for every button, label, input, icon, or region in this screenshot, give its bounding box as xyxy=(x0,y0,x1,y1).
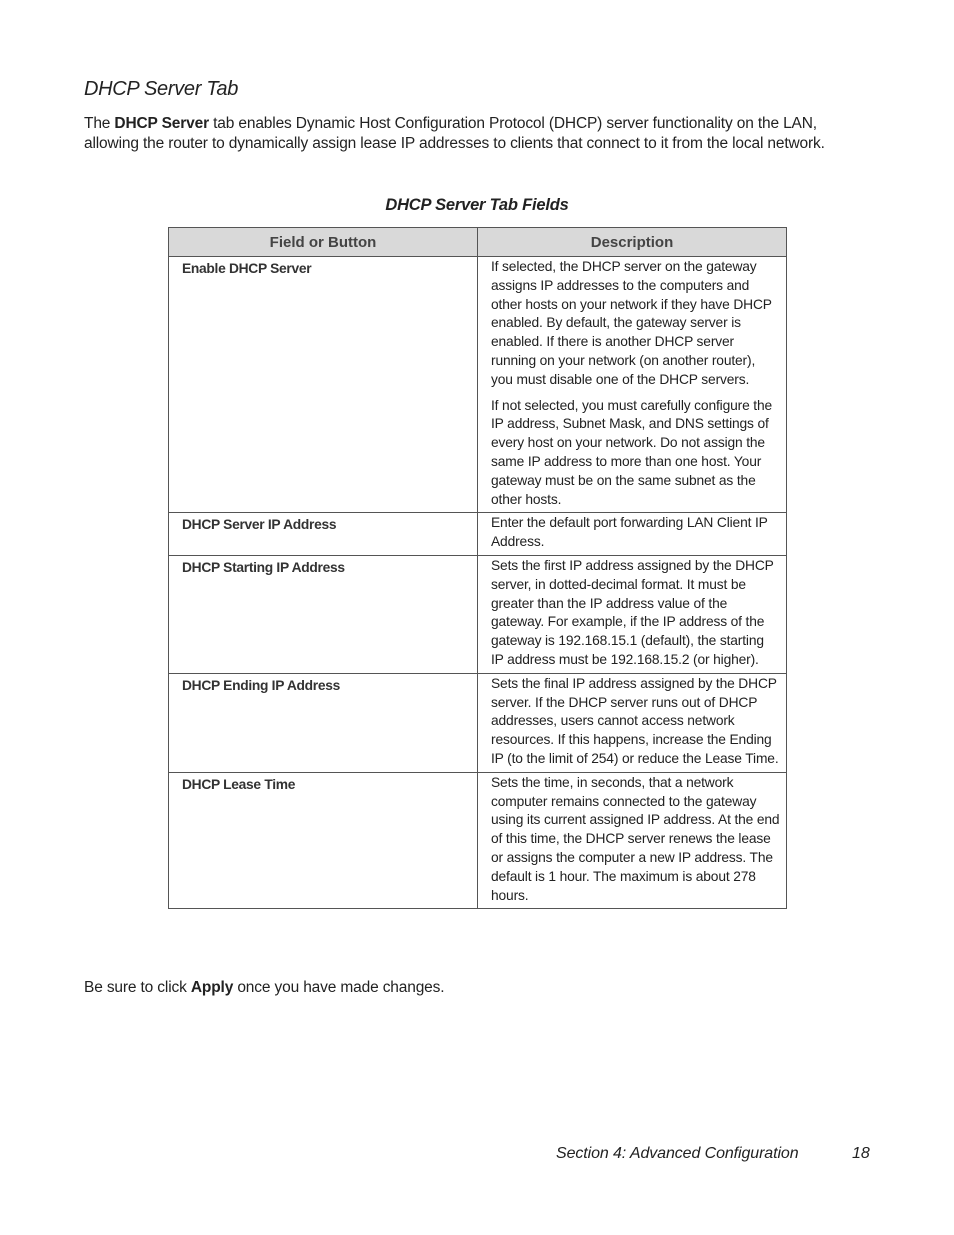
page-number: 18 xyxy=(852,1145,870,1162)
apply-instruction xyxy=(84,979,444,997)
outro-text-start: Be sure to click xyxy=(84,979,191,996)
column-header-description: Description xyxy=(478,228,787,257)
description-cell xyxy=(478,257,787,513)
footer-section-title: Section 4: Advanced Configuration xyxy=(556,1145,799,1162)
table-row xyxy=(169,257,787,513)
intro-text-end: tab enables Dynamic Host Configuration Protocol (DHCP) server functionality on the LAN, allowing the router to dynamically assign lease IP addresses to clients that connect to it from the local network. xyxy=(84,115,825,152)
field-cell xyxy=(169,555,478,673)
table-row xyxy=(169,513,787,556)
field-cell xyxy=(169,772,478,909)
table-row xyxy=(169,673,787,772)
table-row xyxy=(169,772,787,909)
description-cell xyxy=(478,555,787,673)
table-header-row xyxy=(169,228,787,257)
section-heading: DHCP Server Tab xyxy=(84,78,239,100)
description-cell xyxy=(478,673,787,772)
intro-text-start: The xyxy=(84,115,115,132)
description-paragraph: Sets the first IP address assigned by the DHCP server, in dotted-decimal format. It must be greater than the IP address value of the gateway. For example, if the IP address of the gateway is 192.168.15.1 (default), the starting IP address must be 192.168.15.2 (or higher). xyxy=(491,557,774,667)
apply-term: Apply xyxy=(190,979,234,996)
intro-bold-term: DHCP Server xyxy=(114,115,209,132)
field-cell xyxy=(169,513,478,556)
field-cell xyxy=(169,257,478,513)
fields-table xyxy=(168,227,787,909)
table-row xyxy=(169,555,787,673)
field-name: Enable DHCP Server xyxy=(182,261,312,276)
table-caption: DHCP Server Tab Fields xyxy=(385,196,569,214)
outro-text-end: once you have made changes. xyxy=(233,979,445,996)
column-header-field: Field or Button xyxy=(169,228,478,257)
intro-paragraph xyxy=(84,114,874,154)
field-cell xyxy=(169,673,478,772)
field-name: DHCP Starting IP Address xyxy=(182,559,345,575)
field-name: DHCP Lease Time xyxy=(182,776,296,792)
field-name: DHCP Ending IP Address xyxy=(182,677,340,693)
description-paragraph: If not selected, you must carefully configure the IP address, Subnet Mask, and DNS settings of every host on your network. Do not assign the same IP address to more than one host. Your gateway must be on the same subnet as the other hosts. xyxy=(491,397,773,507)
description-paragraph: Sets the final IP address assigned by the DHCP server. If the DHCP server runs out of DHCP addresses, users cannot access network resources. If this happens, increase the Ending IP (to the limit of 254) or reduce the Lease Time. xyxy=(491,675,779,766)
description-cell xyxy=(478,772,787,909)
field-name: DHCP Server IP Address xyxy=(182,517,337,533)
description-cell xyxy=(478,513,787,556)
description-paragraph: If selected, the DHCP server on the gateway assigns IP addresses to the computers and other hosts on your network if they have DHCP enabled. By default, the gateway server is enabled. If there is another DHCP server running on your network (on another router), you must disable one of the DHCP servers. xyxy=(491,259,772,387)
description-paragraph: Enter the default port forwarding LAN Client IP Address. xyxy=(491,515,768,550)
description-paragraph: Sets the time, in seconds, that a network computer remains connected to the gateway using its current assigned IP address. At the end of this time, the DHCP server renews the lease or assigns the computer a new IP address. The default is 1 hour. The maximum is about 278 hours. xyxy=(491,774,780,903)
